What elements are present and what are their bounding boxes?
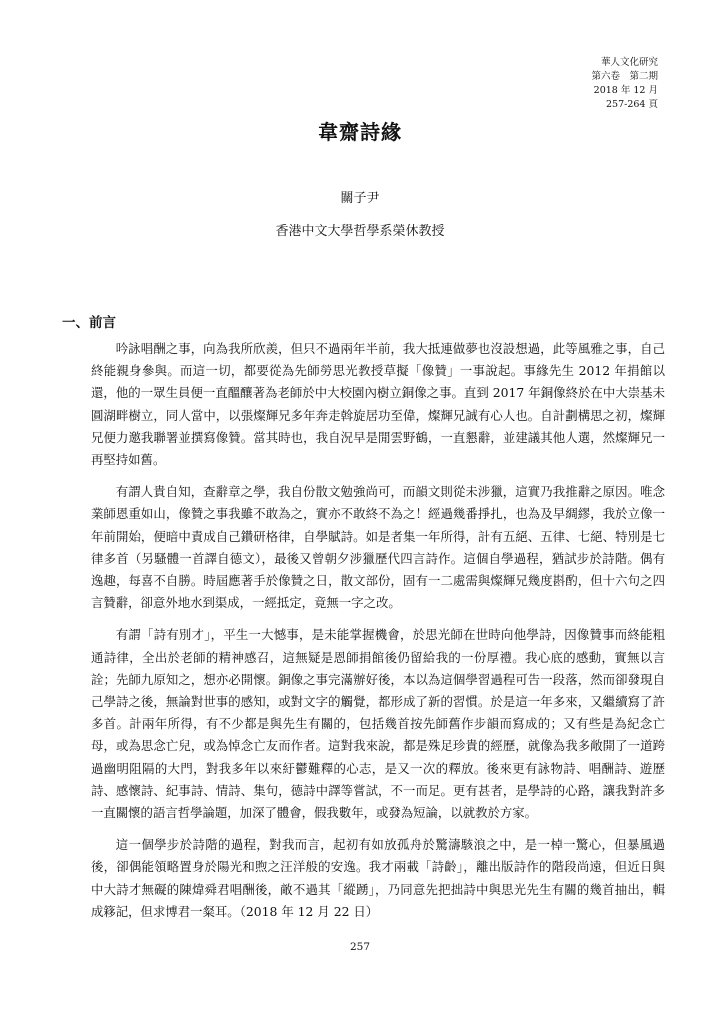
journal-header (591, 56, 658, 112)
section-heading: 一、前言 (62, 315, 116, 331)
author-affiliation: 香港中文大學哲學系榮休教授 (275, 224, 445, 239)
page-number: 257 (349, 941, 371, 953)
paragraph: 有謂「詩有別才」，平生一大憾事，是未能掌握機會，於思光師在世時向他學詩，因像贊事而終能粗通詩律，全出於老師的精神感召，這無疑是恩師捐館後仍留給我的一份厚禮。我心底的感動，實無以言詮；先師九原知之，想亦必開懷。銅像之事完滿辦好後，本以為這個學習過程可告一段落，然而卻發現自己學詩之後，無論對世事的感知，或對文字的觸覺，都形成了新的習慣。於是這一年多來，又繼續寫了許多首。計兩年所得，有不少都是與先生有關的，包括幾首按先師舊作步韻而寫成的；又有些是為紀念亡母，或為思念亡兒，或為悼念亡友而作者。這對我來說，都是殊足珍貴的經歷，就像為我多敞開了一道跨過幽明阻隔的大門，對我多年以來紆鬱難釋的心志，是又一次的釋放。後來更有詠物詩、唱酬詩、遊歷詩、感懷詩、紀事詩、情詩、集句，德詩中譯等嘗試，不一而足。更有甚者，是學詩的心路，讓我對許多一直關懷的語言哲學論題，加深了體會，假我數年，或發為短論，以就教於方家。 (91, 627, 665, 821)
journal-date: 2018 年 12 月 (593, 85, 658, 96)
journal-name: 華人文化研究 (600, 57, 658, 68)
paragraph: 有謂人貴自知，查辭章之學，我自份散文勉強尚可，而韻文則從未涉獵，這實乃我推辭之原因。唯念業師恩重如山，像贊之事我雖不敢為之，實亦不敢終不為之！經過幾番掙扎，也為及早綢繆，我於立像一年前開始，便暗中責成自己鑽研格律，自學賦詩。如是者集一年所得，計有五絕、五律、七絕、特別是七律多首（另騷體一首譯自德文），最後又曾朝夕涉獵歷代四言詩作。這個自學過程，猶試步於詩階。偶有逸趣，每喜不自勝。時屆應著手於像贊之日，散文部份，固有一二處需與燦輝兄幾度斟酌，但十六句之四言贊辭，卻意外地水到渠成，一經抵定，竟無一字之改。 (91, 484, 665, 611)
journal-issue: 第六卷 第二期 (591, 71, 658, 82)
article-author: 關子尹 (340, 191, 380, 206)
paragraph: 吟詠唱酬之事，向為我所欣羨，但只不過兩年半前，我大抵連做夢也沒設想過，此等風雅之事，自己終能親身參與。而這一切，都要從為先師勞思光教授草擬「像贊」一事說起。事緣先生 2012 年捐館以還，他的一眾生員便一直醞釀著為老師於中大校園內樹立銅像之事。直到 2017 年銅像終於在中大崇基未圓湖畔樹立，同人當中，以張燦輝兄多年奔走斡旋居功至偉，燦輝兄誠有心人也。自計劃構思之初，燦輝兄便力邀我聯署並撰寫像贊。當其時也，我自況早是閒雲野鶴，一直懇辭，並建議其他人選，然燦輝兄一再堅持如舊。 (91, 341, 665, 468)
journal-pages: 257-264 頁 (606, 99, 658, 110)
paragraph: 這一個學步於詩階的過程，對我而言，起初有如放孤舟於驚濤駭浪之中，是一棹一驚心，但暴風過後，卻偶能領略置身於陽光和煦之汪洋般的安逸。我才兩載「詩齡」，離出版詩作的階段尚遠，但近日與中大詩才無礙的陳煒舜君唱酬後，敵不過其「縱踴」，乃同意先把拙詩中與思光先生有關的幾首抽出，輯成簃記，但求博君一粲耳。（2018 年 12 月 22 日） (91, 837, 665, 919)
article-body (91, 338, 665, 933)
article-title: 韋齋詩緣 (318, 120, 402, 144)
